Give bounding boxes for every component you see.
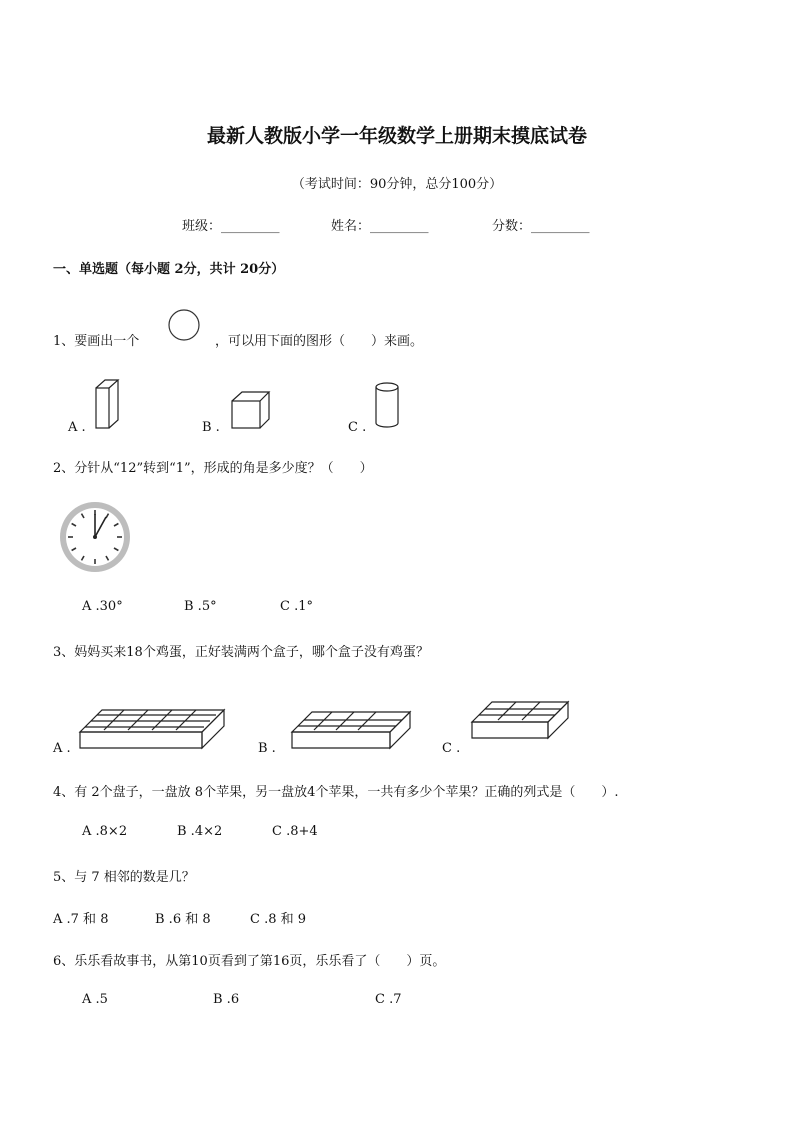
q4-option-b[interactable]: B .4×2 [177, 824, 223, 839]
question-3-text: 3、妈妈买来18个鸡蛋，正好装满两个盒子，哪个盒子没有鸡蛋？ [53, 645, 429, 660]
q5-option-c[interactable]: C .8 和 9 [250, 912, 307, 927]
cuboid-icon [92, 378, 122, 430]
name-field[interactable]: 姓名：_________ [331, 219, 429, 234]
q2-option-a[interactable]: A .30° [82, 599, 123, 614]
q1-option-a[interactable]: A . [68, 420, 86, 435]
q5-option-b[interactable]: B .6 和 8 [155, 912, 211, 927]
exam-info: （考试时间：90分钟，总分100分） [291, 177, 503, 192]
q6-option-b[interactable]: B .6 [213, 992, 240, 1007]
question-1-text-after: ，可以用下面的图形（ ）来画。 [215, 334, 424, 349]
q4-option-a[interactable]: A .8×2 [82, 824, 128, 839]
q3-option-a[interactable]: A . [53, 741, 71, 756]
egg-tray-icon [470, 698, 570, 742]
question-1-text-before: 1、要画出一个 [53, 334, 140, 349]
clock-icon [58, 500, 132, 574]
page-title: 最新人教版小学一年级数学上册期末摸底试卷 [206, 125, 587, 147]
question-4-text: 4、有 2个盘子，一盘放 8个苹果，另一盘放4个苹果，一共有多少个苹果？正确的列式是（ ）. [53, 785, 619, 800]
egg-tray-icon [78, 704, 226, 750]
question-2-text: 2、分针从“12”转到“1”，形成的角是多少度？（ ） [53, 461, 373, 476]
q6-option-c[interactable]: C .7 [375, 992, 402, 1007]
class-field[interactable]: 班级：_________ [182, 219, 280, 234]
q6-option-a[interactable]: A .5 [82, 992, 108, 1007]
cylinder-icon [372, 380, 402, 430]
section-heading: 一、单选题（每小题 2分，共计 20分） [53, 262, 285, 277]
q2-option-b[interactable]: B .5° [184, 599, 217, 614]
circle-icon [167, 308, 201, 342]
q1-option-b[interactable]: B . [202, 420, 220, 435]
cube-icon [229, 390, 271, 430]
egg-tray-icon [290, 708, 412, 750]
q3-option-b[interactable]: B . [258, 741, 276, 756]
q1-option-c[interactable]: C . [348, 420, 367, 435]
q2-option-c[interactable]: C .1° [280, 599, 313, 614]
question-5-text: 5、与 7 相邻的数是几？ [53, 870, 195, 885]
q5-option-a[interactable]: A .7 和 8 [53, 912, 109, 927]
q3-option-c[interactable]: C . [442, 741, 461, 756]
question-6-text: 6、乐乐看故事书，从第10页看到了第16页，乐乐看了（ ）页。 [53, 954, 446, 969]
score-field[interactable]: 分数：_________ [492, 219, 590, 234]
q4-option-c[interactable]: C .8+4 [272, 824, 318, 839]
